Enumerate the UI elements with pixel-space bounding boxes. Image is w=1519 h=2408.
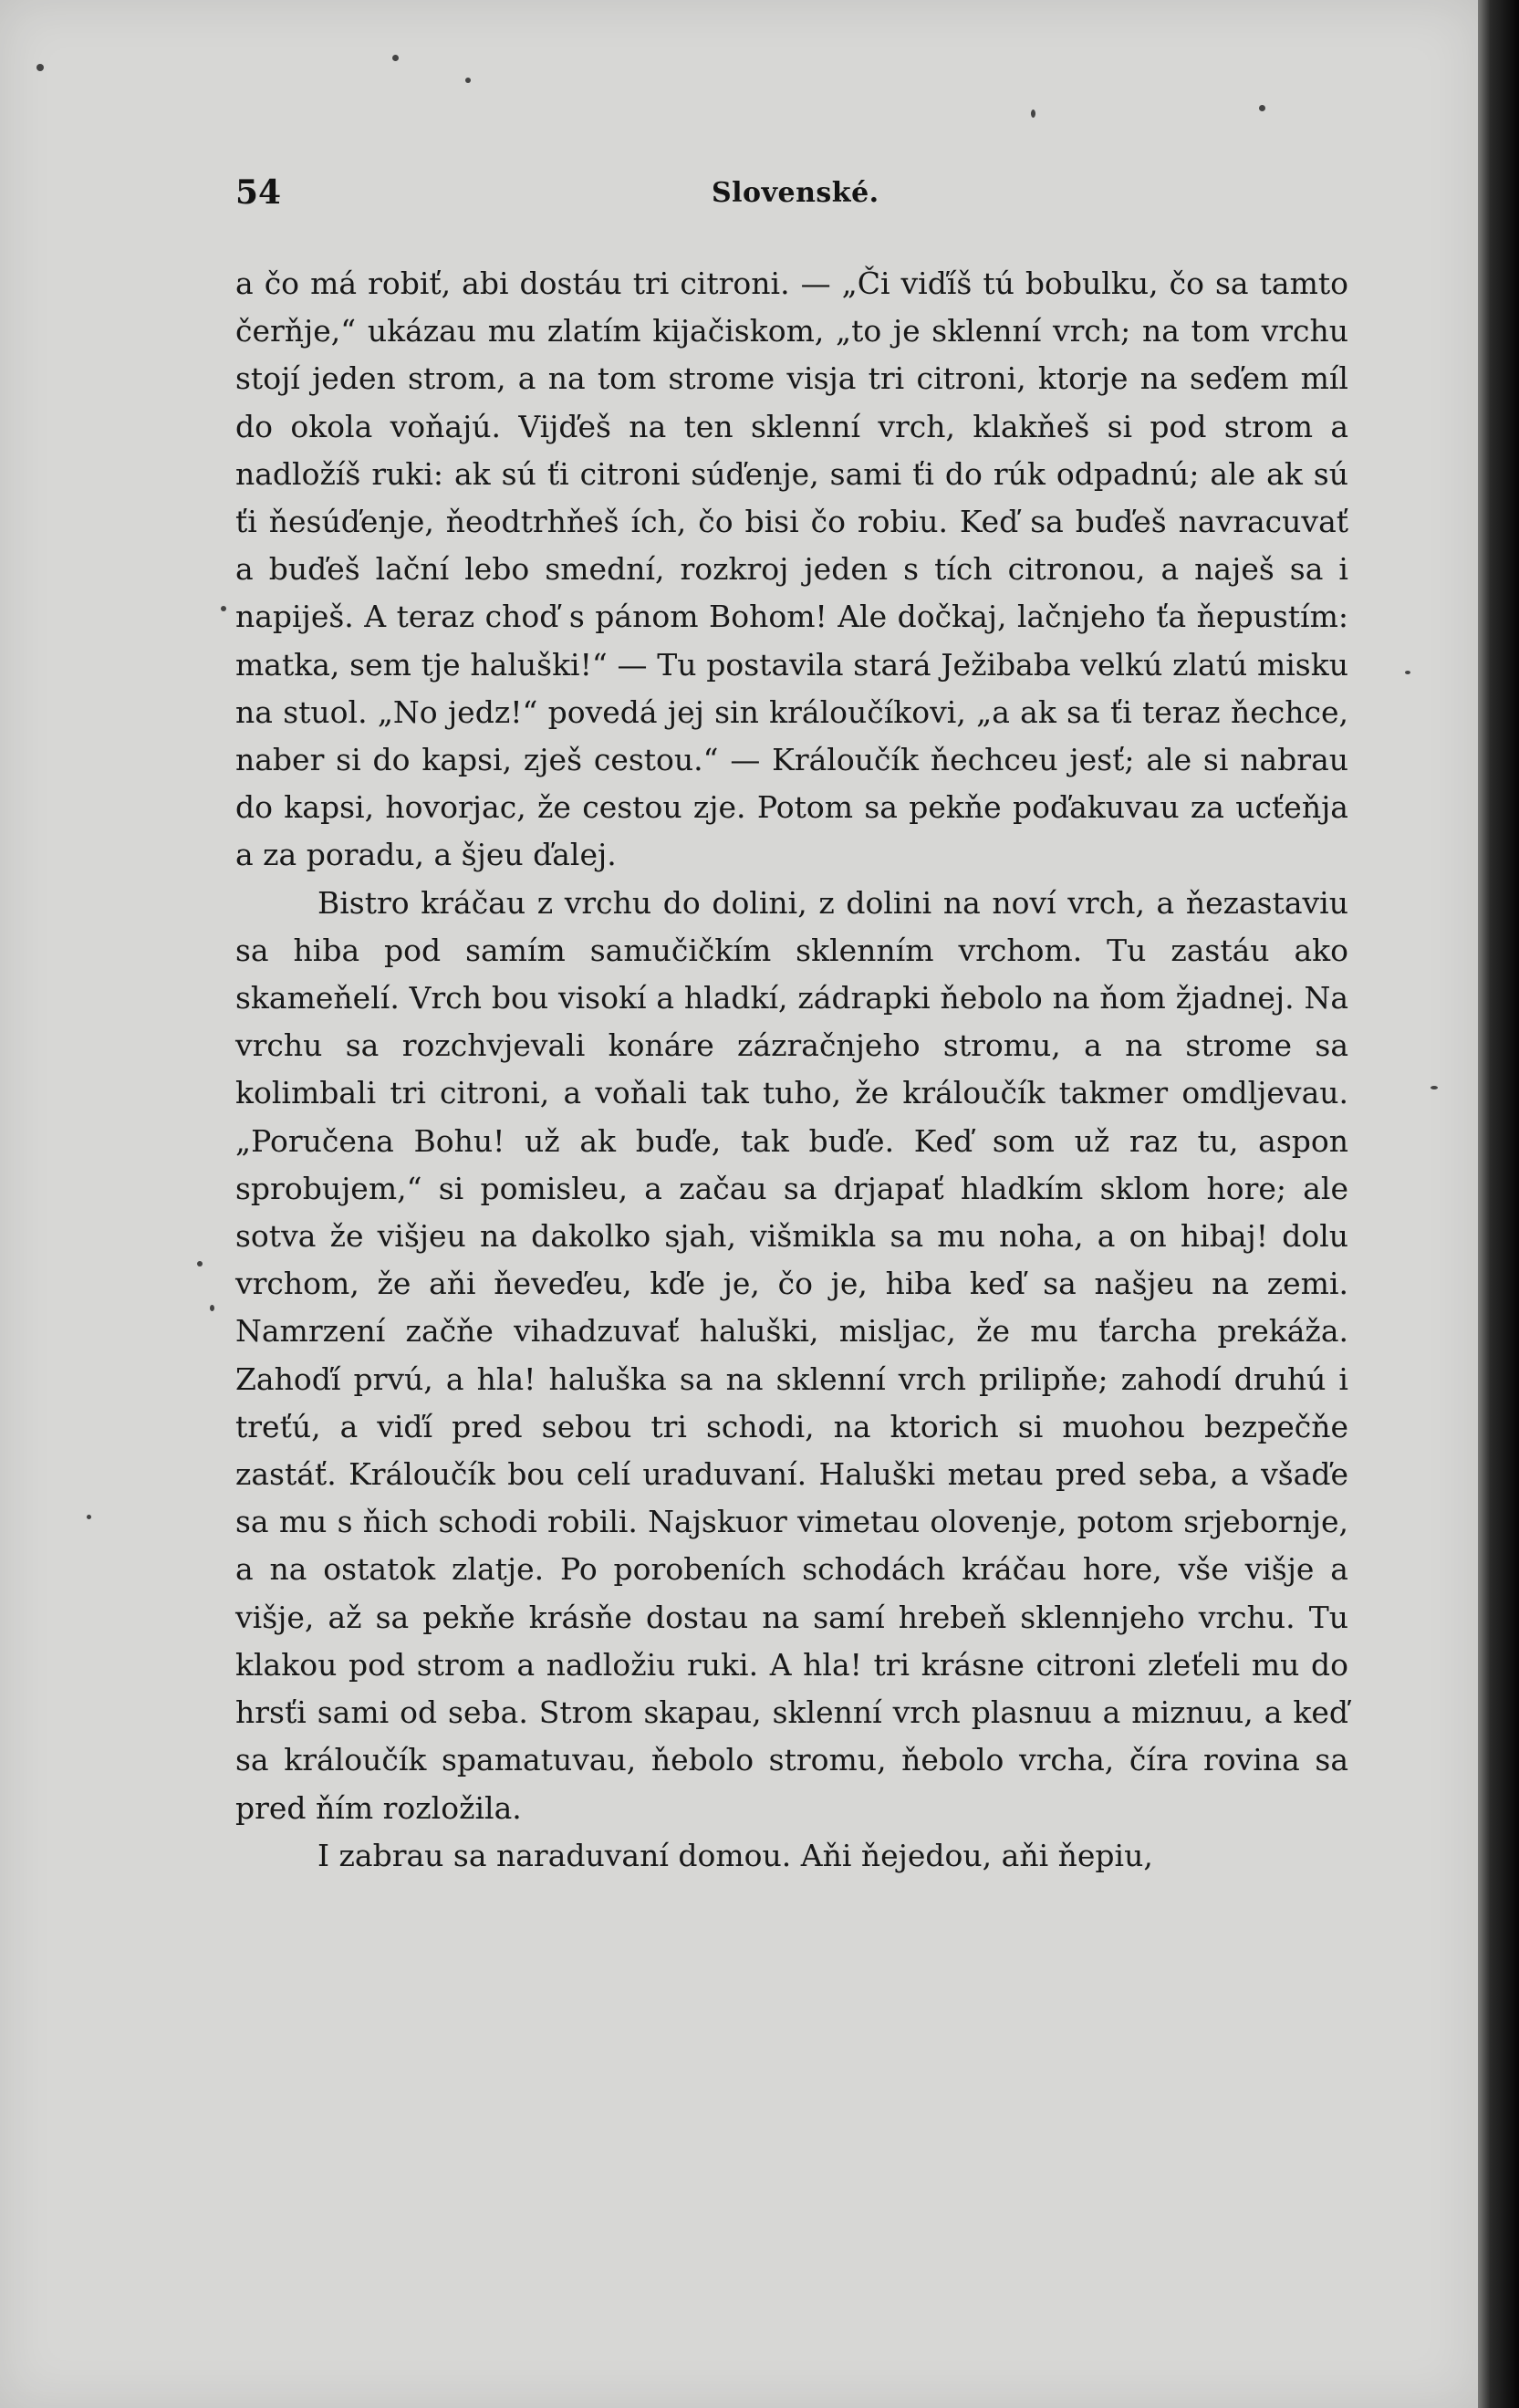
body-text xyxy=(235,260,1348,1880)
paragraph-3: I zabrau sa naraduvaní domou. Aňi ňejedou, aňi ňepiu, xyxy=(317,1837,1153,1873)
paper-speck xyxy=(1259,105,1265,111)
paper-speck xyxy=(392,55,399,61)
paper-speck xyxy=(221,606,226,611)
paper-speck xyxy=(1405,671,1410,674)
running-head: Slovenské. xyxy=(712,177,879,209)
paper-speck xyxy=(465,78,471,83)
paragraph-1: a čo má robiť, abi dostáu tri citroni. — „Či viďíš tú bobulku, čo sa tamto čerňje,“ ukázau mu zlatím kijačiskom, „to je sklenní vrch; na tom vrchu stojí jeden strom, a na tom strome visja tri citroni, ktorje na seďem míl do okola voňajú. Vijďeš na ten sklenní vrch, klakňeš si pod strom a nadložíš ruki: ak sú ťi citroni súďenje, sami ťi do rúk odpadnú; ale ak sú ťi ňesúďenje, ňeodtrhňeš ích, čo bisi čo robiu. Keď sa buďeš navracuvať a buďeš lační lebo smední, rozkroj jeden s tích citronou, a naješ sa i napiješ. A teraz choď s pánom Bohom! Ale dočkaj, lačnjeho ťa ňepustím: matka, sem tje haluški!“ — Tu postavila stará Ježibaba velkú zlatú misku na stuol. „No jedz!“ povedá jej sin králoučíkovi, „a ak sa ťi teraz ňechce, naber si do kapsi, zješ cestou.“ — Králoučík ňechceu jesť; ale si nabrau do kapsi, hovorjac, že cestou zje. Potom sa pekňe poďakuvau za ucťeňja a za poradu, a šjeu ďalej. xyxy=(235,266,1348,873)
paper-speck xyxy=(1431,1086,1438,1089)
paper-speck xyxy=(210,1305,214,1311)
page-number: 54 xyxy=(235,173,282,212)
paper-speck xyxy=(1031,109,1035,118)
page-header xyxy=(235,173,1348,221)
paper-speck xyxy=(197,1261,203,1267)
paragraph-2: Bistro kráčau z vrchu do dolini, z dolini na noví vrch, a ňezastaviu sa hiba pod samím samučičkím sklenním vrchom. Tu zastáu ako skameňelí. Vrch bou visokí a hladkí, zádrapki ňebolo na ňom žjadnej. Na vrchu sa rozchvjevali konáre zázračnjeho stromu, a na strome sa kolimbali tri citroni, a voňali tak tuho, že králoučík takmer omdljevau. „Poručena Bohu! už ak buďe, tak buďe. Keď som už raz tu, aspon sprobujem,“ si pomisleu, a začau sa drjapať hladkím sklom hore; ale sotva že višjeu na dakolko sjah, višmikla sa mu noha, a on hibaj! dolu vrchom, že aňi ňeveďeu, kďe je, čo je, hiba keď sa našjeu na zemi. Namrzení začňe vihadzuvať haluški, misljac, že mu ťarcha prekáža. Zahoďí prvú, a hla! haluška sa na sklenní vrch prilipňe; zahodí druhú i treťú, a viďí pred sebou tri schodi, na ktorich si muohou bezpečňe zastáť. Králoučík bou celí uraduvaní. Haluški metau pred seba, a všaďe sa mu s ňich schodi robili. Najskuor vimetau olovenje, potom srjebornje, a na ostatok zlatje. Po porobeních schodách kráčau hore, vše višje a višje, až sa pekňe krásňe dostau na samí hrebeň sklennjeho vrchu. Tu klakou pod strom a nadložiu ruki. A hla! tri krásne citroni zleťeli mu do hrsťi sami od seba. Strom skapau, sklenní vrch plasnuu a miznuu, a keď sa králoučík spamatuvau, ňebolo stromu, ňebolo vrcha, číra rovina sa pred ňím rozložila. xyxy=(235,884,1348,1826)
page-edge-shadow xyxy=(1478,0,1519,2408)
paper-speck xyxy=(36,64,44,71)
paper-speck xyxy=(87,1515,91,1519)
